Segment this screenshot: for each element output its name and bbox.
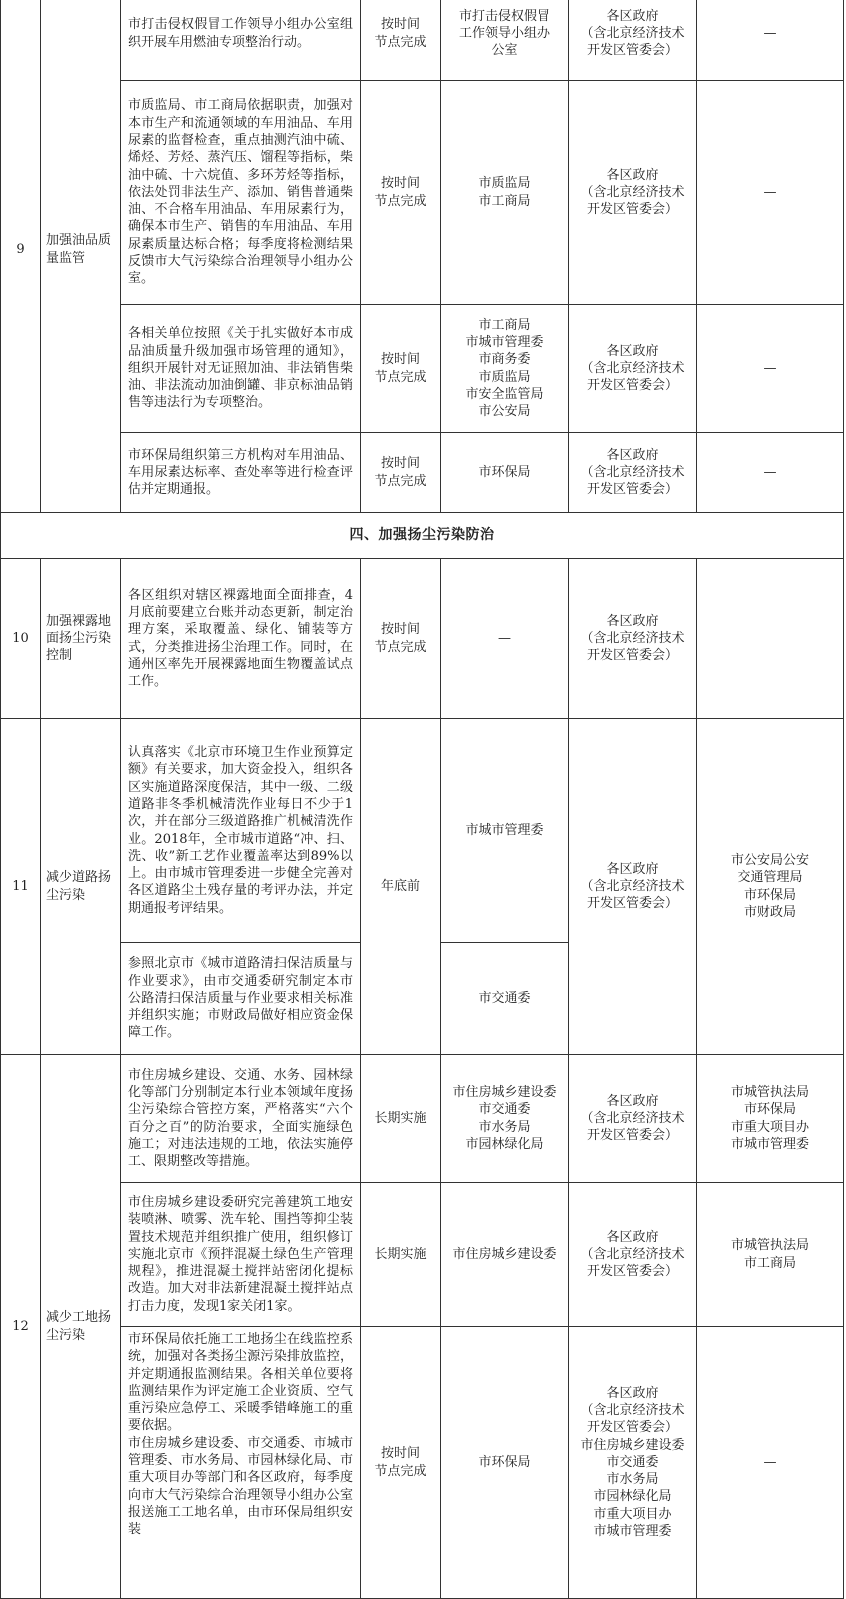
item-name: 减少工地扬尘污染: [41, 1055, 121, 1599]
item-number: 9: [1, 0, 41, 513]
cell-line: （含北京经济技术: [580, 1402, 685, 1418]
cell-line: 市环保局: [743, 887, 796, 903]
cell-line: —: [498, 630, 511, 646]
responsible-unit-cell: [569, 559, 697, 719]
cell-line: 按时间: [380, 1446, 420, 1462]
cooperate-unit-cell: [697, 1055, 844, 1183]
cell-line: 市城市管理委: [465, 334, 544, 350]
task-content: 市环保局组织第三方机构对车用油品、车用尿素达标率、查处率等进行检查评估并定期通报。: [121, 433, 361, 513]
lead-unit-cell: [441, 433, 569, 513]
cooperate-unit-cell: [697, 719, 844, 1055]
cell-line: 各区政府: [606, 861, 659, 877]
cell-line: 市水务局: [606, 1472, 659, 1488]
cell-line: 按时间: [380, 456, 420, 472]
responsible-unit-cell: [569, 0, 697, 81]
cell-line: 市财政局: [743, 904, 796, 920]
item-number: 11: [1, 719, 41, 1055]
cell-line: 市商务委: [478, 352, 531, 368]
cell-line: 长期实施: [374, 1246, 427, 1262]
item-number: 10: [1, 559, 41, 719]
deadline-cell: [361, 1327, 441, 1599]
cell-line: 按时间: [380, 622, 420, 638]
deadline-cell: [361, 1055, 441, 1183]
lead-unit-cell: [441, 305, 569, 433]
cell-line: 开发区管委会）: [586, 482, 678, 498]
cell-line: 开发区管委会）: [586, 896, 678, 912]
item-name: 加强油品质量监管: [41, 0, 121, 513]
cooperate-unit-cell: [697, 305, 844, 433]
cell-line: 各区政府: [606, 1385, 659, 1401]
table-row: [1, 0, 844, 81]
cell-line: —: [763, 25, 777, 41]
table-row: [1, 1055, 844, 1183]
cell-line: 开发区管委会）: [586, 202, 678, 218]
cell-line: 市质监局: [478, 369, 531, 385]
table-row: [1, 559, 844, 719]
cell-line: 年底前: [380, 878, 420, 894]
cell-line: 各区政府: [606, 1093, 659, 1109]
cell-line: 市质监局: [478, 176, 531, 192]
cooperate-unit-cell: [697, 81, 844, 305]
cell-line: 市环保局: [743, 1102, 796, 1118]
cell-line: 市城市管理委: [465, 822, 544, 838]
table-row: [1, 305, 844, 433]
lead-unit-cell: [441, 1183, 569, 1327]
cell-line: 按时间: [380, 352, 420, 368]
responsible-unit-cell: [569, 1183, 697, 1327]
cell-line: 市住房城乡建设委: [452, 1084, 557, 1100]
table-row: [1, 1327, 844, 1599]
lead-unit-cell: [441, 719, 569, 943]
task-content: 各相关单位按照《关于扎实做好本市成品油质量升级加强市场管理的通知》，组织开展针对无证照加油、非法销售柴油、非法流动加油倒罐、非京标油品销售等违法行为专项整治。: [121, 305, 361, 433]
lead-unit-cell: [441, 943, 569, 1055]
task-content: 参照北京市《城市道路清扫保洁质量与作业要求》，由市交通委研究制定本市公路清扫保洁质量与作业要求相关标准并组织实施；市财政局做好相应资金保障工作。: [121, 943, 361, 1055]
cell-line: 按时间: [380, 17, 420, 33]
cell-line: 市交通委: [606, 1454, 659, 1470]
cooperate-unit-cell: [697, 1183, 844, 1327]
cell-line: 市交通委: [478, 990, 531, 1006]
task-content: 市环保局依托施工工地扬尘在线监控系统，加强对各类扬尘源污染排放监控，并定期通报监测结果。各相关单位要将监测结果作为评定施工企业资质、空气重污染应急停工、采暖季错峰施工的重要依据。 市住房城乡建设委、市交通委、市城市管理委、市水务局、市园林绿化局、市重大项目办等部门和各区政府，每季度向市大气污染综合治理领导小组办公室报送施工工地名单，由市环保局组织安装: [121, 1327, 361, 1599]
cell-line: 各区政府: [606, 613, 659, 629]
cell-line: 市重大项目办: [593, 1506, 672, 1522]
cell-line: 开发区管委会）: [586, 378, 678, 394]
cell-line: 市园林绿化局: [465, 1136, 544, 1152]
cell-line: 各区政府: [606, 343, 659, 359]
cell-line: 市安全监管局: [465, 386, 544, 402]
lead-unit-cell: [441, 0, 569, 81]
cell-line: 开发区管委会）: [586, 1128, 678, 1144]
cell-line: 开发区管委会）: [586, 1420, 678, 1436]
cooperate-unit-cell: [697, 0, 844, 81]
cell-line: 市公安局: [478, 404, 531, 420]
responsible-unit-cell: [569, 1327, 697, 1599]
cell-line: 各区政府: [606, 8, 659, 24]
cell-line: （含北京经济技术: [580, 25, 685, 41]
cell-line: 开发区管委会）: [586, 43, 678, 59]
task-content: 市住房城乡建设、交通、水务、园林绿化等部门分别制定本行业本领域年度扬尘污染综合管控方案，严格落实“六个百分之百”的防治要求，全面实施绿色施工；对违法违规的工地，依法实施停工、限期整改等措施。: [121, 1055, 361, 1183]
cell-line: （含北京经济技术: [580, 878, 685, 894]
cell-line: 节点完成: [374, 639, 427, 655]
cell-line: 按时间: [380, 176, 420, 192]
cell-line: —: [763, 464, 777, 480]
cell-line: 市园林绿化局: [593, 1489, 672, 1505]
cell-line: 市城管执法局: [730, 1238, 809, 1254]
cell-line: 市环保局: [478, 464, 531, 480]
cell-line: 市工商局: [478, 193, 531, 209]
cell-line: —: [763, 1454, 777, 1470]
cell-line: 市重大项目办: [730, 1119, 809, 1135]
cell-line: 市交通委: [478, 1102, 531, 1118]
cell-line: （含北京经济技术: [580, 464, 685, 480]
table-row: [1, 1183, 844, 1327]
task-content: 市打击侵权假冒工作领导小组办公室组织开展车用燃油专项整治行动。: [121, 0, 361, 81]
cooperate-unit-cell: [697, 433, 844, 513]
cell-line: 市工商局: [743, 1255, 796, 1271]
item-number: 12: [1, 1055, 41, 1599]
cell-line: 开发区管委会）: [586, 1264, 678, 1280]
cooperate-unit-cell: [697, 1327, 844, 1599]
cell-line: —: [763, 360, 777, 376]
cooperate-unit-cell: [697, 559, 844, 719]
cell-line: 节点完成: [374, 1463, 427, 1479]
cell-line: 市工商局: [478, 317, 531, 333]
lead-unit-cell: [441, 81, 569, 305]
cell-line: 长期实施: [374, 1110, 427, 1126]
task-content: 市质监局、市工商局依据职责，加强对本市生产和流通领域的车用油品、车用尿素的监督检查，重点抽测汽油中硫、烯烃、芳烃、蒸汽压、馏程等指标，柴油中硫、十六烷值、多环芳烃等指标，依法处罚非法生产、添加、销售普通柴油、不合格车用油品、车用尿素行为，确保本市生产、销售的车用油品、车用尿素质量达标合格；每季度将检测结果反馈市大气污染综合治理领导小组办公室。: [121, 81, 361, 305]
responsible-unit-cell: [569, 433, 697, 513]
cell-line: 各区政府: [606, 447, 659, 463]
cell-line: 开发区管委会）: [586, 648, 678, 664]
deadline-cell: [361, 81, 441, 305]
responsible-unit-cell: [569, 1055, 697, 1183]
responsible-unit-cell: [569, 81, 697, 305]
task-content: 认真落实《北京市环境卫生作业预算定额》有关要求，加大资金投入，组织各区实施道路深度保洁，其中一级、二级道路非冬季机械清洗作业每日不少于1次，并在部分三级道路推广机械清洗作业。2018年，全市城市道路“冲、扫、洗、收”新工艺作业覆盖率达到89%以上。由市城市管理委进一步健全完善对各区道路尘土残存量的考评办法，并定期通报考评结果。: [121, 719, 361, 943]
lead-unit-cell: [441, 1055, 569, 1183]
table-row: [1, 433, 844, 513]
cell-line: 市住房城乡建设委: [580, 1437, 685, 1453]
cell-line: 节点完成: [374, 369, 427, 385]
cell-line: 各区政府: [606, 1229, 659, 1245]
deadline-cell: [361, 0, 441, 81]
cell-line: 市城市管理委: [730, 1136, 809, 1152]
cell-line: 节点完成: [374, 473, 427, 489]
cell-line: 市环保局: [478, 1454, 531, 1470]
deadline-cell: [361, 559, 441, 719]
cell-line: 节点完成: [374, 34, 427, 50]
cell-line: 交通管理局: [737, 870, 803, 886]
deadline-cell: [361, 305, 441, 433]
item-name: 减少道路扬尘污染: [41, 719, 121, 1055]
lead-unit-cell: [441, 559, 569, 719]
cell-line: 市打击侵权假冒: [458, 8, 550, 24]
task-content: 市住房城乡建设委研究完善建筑工地安装喷淋、喷雾、洗车轮、围挡等抑尘装置技术规范并组织推广使用，组织修订实施北京市《预拌混凝土绿色生产管理规程》，推进混凝土搅拌站密闭化提标改造。加大对非法新建混凝土搅拌站点打击力度，发现1家关闭1家。: [121, 1183, 361, 1327]
deadline-cell: [361, 433, 441, 513]
section-header-row: [1, 513, 844, 559]
table-row: [1, 81, 844, 305]
responsible-unit-cell: [569, 305, 697, 433]
item-name: 加强裸露地面扬尘污染控制: [41, 559, 121, 719]
cell-line: —: [763, 184, 777, 200]
cell-line: 各区政府: [606, 167, 659, 183]
cell-line: （含北京经济技术: [580, 360, 685, 376]
lead-unit-cell: [441, 1327, 569, 1599]
table-row: [1, 719, 844, 943]
cell-line: （含北京经济技术: [580, 1246, 685, 1262]
cell-line: 市城管执法局: [730, 1084, 809, 1100]
deadline-cell: [361, 719, 441, 1055]
cell-line: 市城市管理委: [593, 1524, 672, 1540]
section-title: 四、加强扬尘污染防治: [1, 513, 844, 559]
cell-line: 市住房城乡建设委: [452, 1246, 557, 1262]
cell-line: 市公安局公安: [730, 852, 809, 868]
deadline-cell: [361, 1183, 441, 1327]
cell-line: （含北京经济技术: [580, 1110, 685, 1126]
cell-line: （含北京经济技术: [580, 184, 685, 200]
task-content: 各区组织对辖区裸露地面全面排查，4月底前要建立台账并动态更新，制定治理方案，采取覆盖、绿化、铺装等方式，分类推进扬尘治理工作。同时，在通州区率先开展裸露地面生物覆盖试点工作。: [121, 559, 361, 719]
cell-line: 公室: [491, 43, 518, 59]
responsible-unit-cell: [569, 719, 697, 1055]
cell-line: （含北京经济技术: [580, 630, 685, 646]
cell-line: 工作领导小组办: [458, 25, 550, 41]
cell-line: 节点完成: [374, 193, 427, 209]
cell-line: 市水务局: [478, 1119, 531, 1135]
